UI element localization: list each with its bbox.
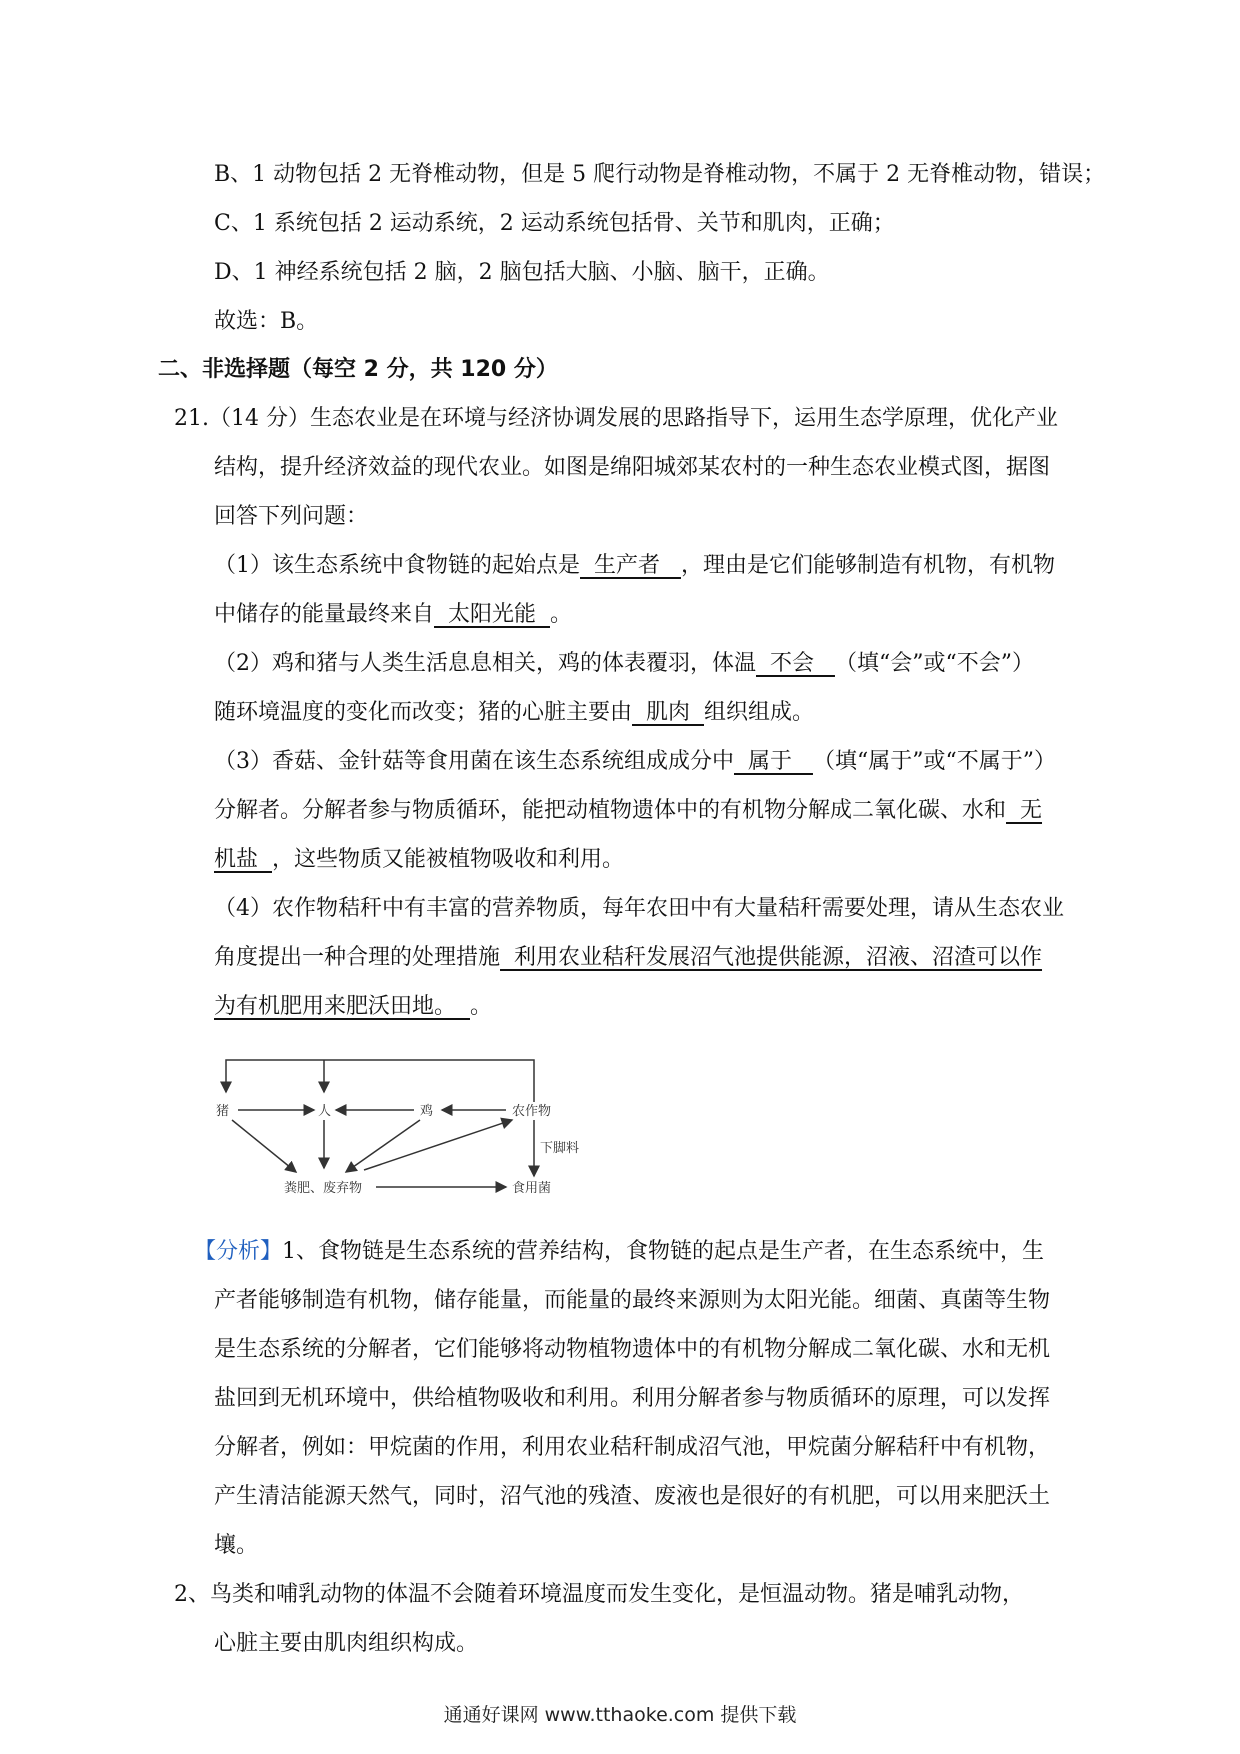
q21-part1-answer-2: 太阳光能 [434, 602, 550, 627]
q21-part4-text-end: 。 [470, 994, 493, 1019]
q21-part3-line-1 [214, 747, 1056, 777]
q21-part1-text-d: 。 [550, 602, 573, 627]
q21-part2-line-2 [214, 698, 814, 728]
node-manure: 粪肥、废弃物 [284, 1181, 363, 1196]
analysis-line-2: 产者能够制造有机物，储存能量，而能量的最终来源则为太阳光能。细菌、真菌等生物 [214, 1288, 1051, 1313]
analysis-line-9: 心脏主要由肌肉组织构成。 [214, 1631, 479, 1656]
node-chicken: 鸡 [420, 1104, 434, 1119]
q21-part3-text-a: （3）香菇、金针菇等食用菌在该生态系统组成成分中 [214, 749, 734, 774]
q21-part2-text-b: （填“会”或“不会”） [834, 651, 1034, 676]
q21-part1-line-1 [214, 551, 1055, 581]
q21-part4-line-2 [214, 943, 1042, 973]
analysis-line-8: 2、鸟类和哺乳动物的体温不会随着环境温度而发生变化，是恒温动物。猪是哺乳动物， [174, 1582, 1024, 1607]
q21-part4-answer-b: 为有机肥用来肥沃田地。 [214, 994, 470, 1019]
q21-part1-text-b: ，理由是它们能够制造有机物，有机物 [680, 553, 1055, 578]
q21-stem-line-1: 21.（14 分）生态农业是在环境与经济协调发展的思路指导下，运用生态学原理，优化产业 [174, 406, 1058, 431]
q21-part3-answer-2a: 无 [1006, 798, 1043, 823]
node-fungi: 食用菌 [512, 1181, 552, 1196]
option-d: D、1 神经系统包括 2 脑，2 脑包括大脑、小脑、脑干，正确。 [214, 260, 830, 285]
q21-part4-answer-a: 利用农业秸秆发展沼气池提供能源，沼液、沼渣可以作 [500, 945, 1043, 970]
q21-part3-line-2 [214, 796, 1042, 826]
arrow-pig-to-manure [232, 1120, 296, 1172]
q21-part2-answer-1: 不会 [756, 651, 835, 676]
q21-part1-answer-1: 生产者 [580, 553, 681, 578]
analysis-line-5: 分解者，例如：甲烷菌的作用，利用农业秸秆制成沼气池，甲烷菌分解秸秆中有机物， [214, 1435, 1051, 1460]
q21-part3-answer-2b: 机盐 [214, 847, 272, 872]
q21-part3-line-3 [214, 845, 624, 875]
eco-agriculture-diagram [214, 1040, 594, 1205]
analysis-line-6: 产生清洁能源天然气，同时，沼气池的残渣、废液也是很好的有机肥，可以用来肥沃土 [214, 1484, 1051, 1509]
option-b: B、1 动物包括 2 无脊椎动物，但是 5 爬行动物是脊椎动物，不属于 2 无脊椎动物，错误； [214, 162, 1106, 187]
q21-stem-line-2: 结构，提升经济效益的现代农业。如图是绵阳城郊某农村的一种生态农业模式图，据图 [214, 455, 1051, 480]
q21-part1-text-a: （1）该生态系统中食物链的起始点是 [214, 553, 580, 578]
page-footer: 通通好课网 www.tthaoke.com 提供下载 [443, 1704, 797, 1726]
q21-part4-text-b: 角度提出一种合理的处理措施 [214, 945, 501, 970]
answer-line: 故选：B。 [214, 309, 319, 334]
arrow-top-bar [226, 1060, 534, 1102]
q21-part4-line-1: （4）农作物秸秆中有丰富的营养物质，每年农田中有大量秸秆需要处理，请从生态农业 [214, 896, 1064, 921]
q21-part3-text-c: 分解者。分解者参与物质循环，能把动植物遗体中的有机物分解成二氧化碳、水和 [214, 798, 1007, 823]
node-crops: 农作物 [512, 1104, 552, 1119]
analysis-tag: 【分析】 [194, 1239, 283, 1264]
analysis-text-1: 1、食物链是生态系统的营养结构，食物链的起点是生产者，在生态系统中，生 [282, 1239, 1045, 1264]
arrow-manure-to-crops [364, 1120, 512, 1170]
node-human: 人 [318, 1104, 332, 1119]
q21-stem-line-3: 回答下列问题： [214, 504, 369, 529]
q21-part1-text-c: 中储存的能量最终来自 [214, 602, 435, 627]
q21-part2-text-d: 组织组成。 [704, 700, 815, 725]
q21-part4-line-3 [214, 992, 492, 1022]
analysis-line-7: 壤。 [214, 1533, 259, 1558]
q21-part3-answer-1: 属于 [734, 749, 813, 774]
q21-part3-text-b: （填“属于”或“不属于”） [812, 749, 1056, 774]
q21-part2-text-a: （2）鸡和猪与人类生活息息相关，鸡的体表覆羽，体温 [214, 651, 756, 676]
q21-part1-line-2 [214, 600, 572, 630]
node-pig: 猪 [216, 1104, 230, 1119]
option-c: C、1 系统包括 2 运动系统，2 运动系统包括骨、关节和肌肉，正确； [214, 211, 895, 236]
q21-part2-answer-2: 肌肉 [632, 700, 704, 725]
label-leftover: 下脚料 [540, 1141, 580, 1156]
section-title: 二、非选择题（每空 2 分，共 120 分） [158, 357, 558, 382]
analysis-line-1 [194, 1237, 1044, 1267]
q21-part3-text-d: ，这些物质又能被植物吸收和利用。 [272, 847, 625, 872]
analysis-line-4: 盐回到无机环境中，供给植物吸收和利用。利用分解者参与物质循环的原理，可以发挥 [214, 1386, 1051, 1411]
q21-part2-line-1 [214, 649, 1034, 679]
q21-part2-text-c: 随环境温度的变化而改变；猪的心脏主要由 [214, 700, 633, 725]
analysis-line-3: 是生态系统的分解者，它们能够将动物植物遗体中的有机物分解成二氧化碳、水和无机 [214, 1337, 1051, 1362]
